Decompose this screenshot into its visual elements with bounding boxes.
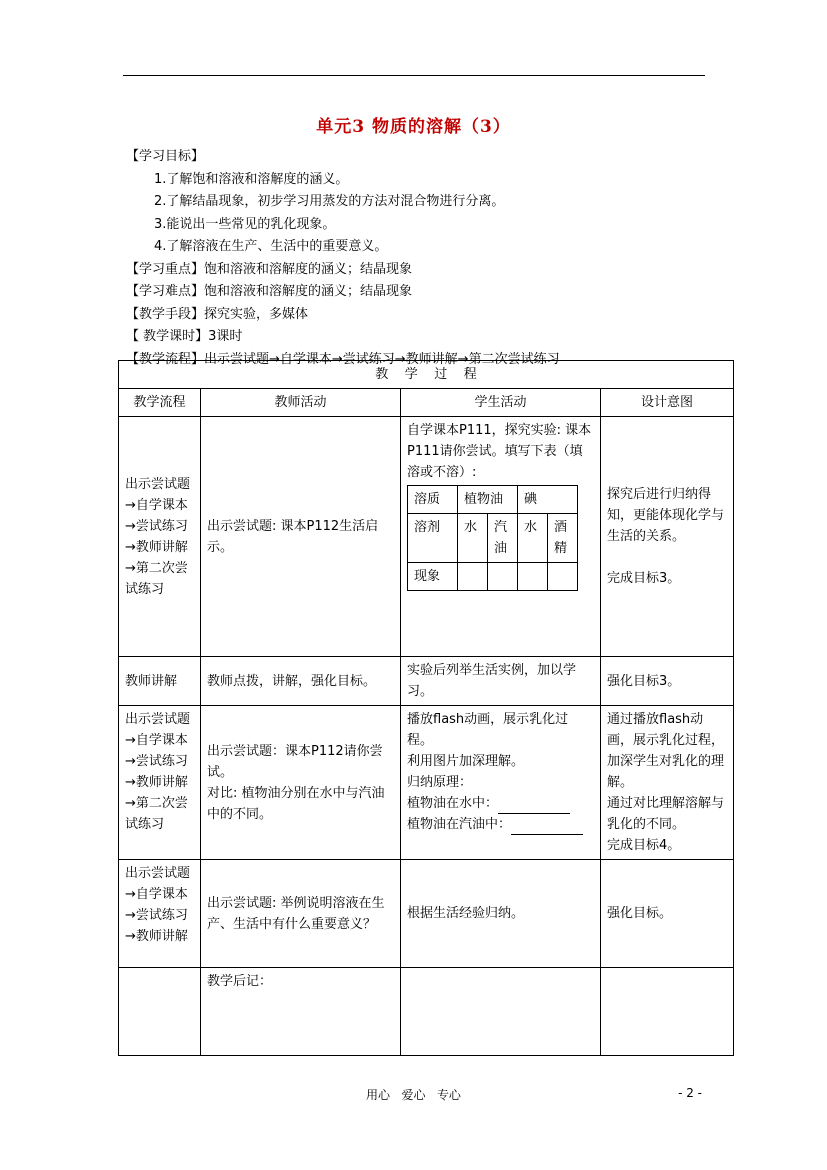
answer-blank[interactable] bbox=[511, 820, 583, 835]
inner-cell: 汽油 bbox=[488, 514, 518, 563]
difficulties: 【学习难点】饱和溶液和溶解度的涵义；结晶现象 bbox=[126, 284, 413, 299]
teacher-text: 对比: 植物油分别在水中与汽油中的不同。 bbox=[207, 785, 385, 822]
goal-item: 1.了解饱和溶液和溶解度的涵义。 bbox=[154, 171, 349, 187]
table-row bbox=[119, 417, 734, 657]
intent-cell: 强化目标。 bbox=[601, 860, 734, 968]
page-title: 单元3 物质的溶解（3） bbox=[316, 117, 511, 137]
intent-text: 通过对比理解溶解与乳化的不同。 bbox=[607, 796, 725, 832]
table-row bbox=[119, 968, 734, 1056]
teacher-cell bbox=[201, 706, 401, 860]
student-cell bbox=[401, 417, 601, 657]
footer-motto: 用心 爱心 专心 bbox=[366, 1088, 461, 1102]
inner-cell: 植物油 bbox=[458, 486, 518, 514]
blank-cell bbox=[518, 563, 548, 591]
column-header: 设计意图 bbox=[601, 389, 734, 417]
answer-blank[interactable] bbox=[498, 799, 570, 814]
intent-cell bbox=[601, 417, 734, 657]
class-hours: 【 教学课时】3课时 bbox=[126, 329, 243, 344]
section-title: 教 学 过 程 bbox=[119, 361, 734, 389]
flow-cell bbox=[119, 968, 201, 1056]
column-header: 教师活动 bbox=[201, 389, 401, 417]
student-text: 归纳原理： bbox=[407, 775, 473, 790]
student-text: 利用图片加深理解。 bbox=[407, 754, 525, 769]
goal-item: 4.了解溶液在生产、生活中的重要意义。 bbox=[154, 239, 388, 254]
teacher-cell: 出示尝试题: 课本P112生活启示。 bbox=[201, 417, 401, 657]
flow-cell: 出示尝试题→自学课本→尝试练习→教师讲解 bbox=[119, 860, 201, 968]
inner-cell: 现象 bbox=[408, 563, 458, 591]
flow-cell: 出示尝试题→自学课本→尝试练习→教师讲解→第二次尝试练习 bbox=[119, 417, 201, 657]
column-header: 学生活动 bbox=[401, 389, 601, 417]
blank-cell bbox=[488, 563, 518, 591]
inner-cell: 溶质 bbox=[408, 486, 458, 514]
inner-cell: 酒精 bbox=[548, 514, 578, 563]
student-text: 植物油在汽油中： bbox=[407, 817, 512, 832]
answer-line bbox=[407, 814, 594, 835]
student-text: 植物油在水中： bbox=[407, 796, 499, 811]
student-cell: 实验后列举生活实例，加以学习。 bbox=[401, 657, 601, 706]
student-cell bbox=[401, 968, 601, 1056]
intent-text: 通过播放flash动画，展示乳化过程，加深学生对乳化的理解。 bbox=[607, 712, 725, 790]
lesson-meta bbox=[126, 146, 726, 371]
header-rule bbox=[123, 75, 705, 76]
flow-cell: 教师讲解 bbox=[119, 657, 201, 706]
answer-line bbox=[407, 793, 594, 814]
inner-cell: 水 bbox=[518, 514, 548, 563]
teacher-cell: 教学后记： bbox=[201, 968, 401, 1056]
intent-cell: 强化目标3。 bbox=[601, 657, 734, 706]
process-table bbox=[118, 360, 734, 1056]
page-number: - 2 - bbox=[678, 1086, 702, 1100]
blank-cell bbox=[548, 563, 578, 591]
table-row bbox=[119, 860, 734, 968]
key-points: 【学习重点】饱和溶液和溶解度的涵义；结晶现象 bbox=[126, 261, 413, 277]
student-cell: 根据生活经验归纳。 bbox=[401, 860, 601, 968]
table-row bbox=[119, 657, 734, 706]
column-header: 教学流程 bbox=[119, 389, 201, 417]
goals-label: 【学习目标】 bbox=[126, 149, 205, 164]
intent-cell bbox=[601, 968, 734, 1056]
teacher-text: 出示尝试题：课本P112请你尝试。 bbox=[207, 743, 383, 780]
intent-text: 完成目标4。 bbox=[607, 838, 681, 853]
inner-cell: 溶剂 bbox=[408, 514, 458, 563]
intent-text: 完成目标3。 bbox=[607, 571, 681, 586]
intent-cell bbox=[601, 706, 734, 860]
intent-text: 探究后进行归纳得知，更能体现化学与生活的关系。 bbox=[607, 487, 725, 544]
table-row bbox=[119, 706, 734, 860]
student-intro: 自学课本P111，探究实验: 课本P111请你尝试。填写下表（填溶或不溶）: bbox=[407, 423, 592, 480]
teaching-means: 【教学手段】探究实验，多媒体 bbox=[126, 306, 309, 322]
student-cell bbox=[401, 706, 601, 860]
goal-item: 2.了解结晶现象，初步学习用蒸发的方法对混合物进行分离。 bbox=[154, 194, 505, 209]
goal-item: 3.能说出一些常见的乳化现象。 bbox=[154, 216, 336, 232]
inner-cell: 碘 bbox=[518, 486, 578, 514]
flow-cell: 出示尝试题→自学课本→尝试练习→教师讲解→第二次尝试练习 bbox=[119, 706, 201, 860]
teacher-cell: 出示尝试题: 举例说明溶液在生产、生活中有什么重要意义？ bbox=[201, 860, 401, 968]
teaching-flow: 【教学流程】出示尝试题→自学课本→尝试练习→教师讲解→第二次尝试练习 bbox=[126, 351, 560, 367]
student-text: 播放flash动画，展示乳化过程。 bbox=[407, 712, 569, 748]
teacher-cell: 教师点拨，讲解，强化目标。 bbox=[201, 657, 401, 706]
fill-in-table bbox=[407, 485, 578, 591]
inner-cell: 水 bbox=[458, 514, 488, 563]
blank-cell bbox=[458, 563, 488, 591]
